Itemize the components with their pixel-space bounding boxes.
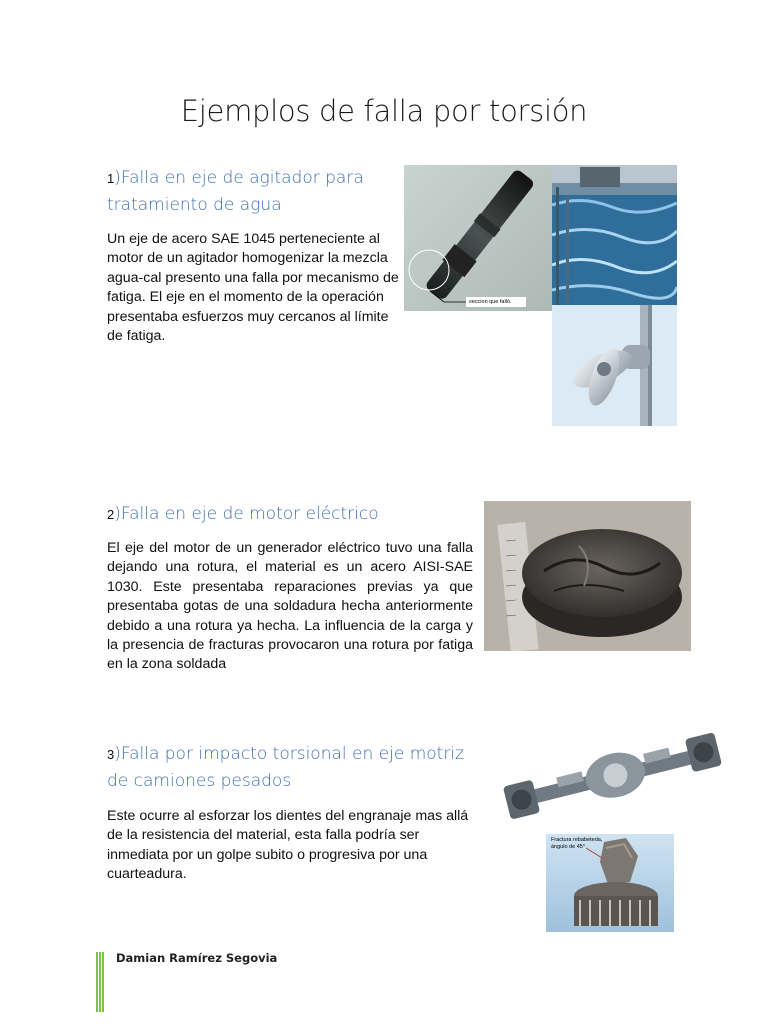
treatment-tank-photo <box>552 165 677 305</box>
gear-caption-line1: Fractura rebabeteda, <box>551 837 603 843</box>
section-2-number: 2 <box>107 507 115 522</box>
section-1-body: Un eje de acero SAE 1045 perteneciente al motor de un agitador homogenizar la mezcla agua-cal presento una falla por mecanismo de fatiga. El eje en el momento de la operación presentaba esfuerzos muy cercanos al límite de fatiga. <box>107 231 399 345</box>
footer-author: Damian Ramírez Segovia <box>116 951 278 965</box>
section-2-heading <box>107 501 477 528</box>
truck-axle-image <box>497 724 727 824</box>
section-2-heading-text: )Falla en eje de motor eléctrico <box>114 504 379 524</box>
agitator-propeller-image <box>552 305 677 426</box>
section-1-number: 1 <box>107 171 115 186</box>
shaft-photo <box>404 165 552 311</box>
section-3-heading <box>107 741 482 795</box>
page-title: Ejemplos de falla por torsión <box>180 94 588 128</box>
section-1-heading-text: )Falla en eje de agitador para tratamiento de agua <box>107 168 364 215</box>
gear-caption-line2: ángulo de 45° <box>551 844 586 850</box>
section-1-heading <box>107 165 397 219</box>
section-3-heading-text: )Falla por impacto torsional en eje motriz de camiones pesados <box>107 744 464 791</box>
section-2-body: El eje del motor de un generador eléctrico tuvo una falla dejando una rotura, el material es un acero AISI-SAE 1030. Este presentaba reparaciones previas ya que presentaba gotas de una soldadura hecha anteriormente debido a una rotura ya hecha. La influencia de la carga y la presencia de fracturas provocaron una rotura por fatiga en la zona soldada <box>107 540 473 673</box>
section-3-number: 3 <box>107 747 115 762</box>
footer-rule <box>96 952 104 1012</box>
section-3-body: Este ocurre al esforzar los dientes del engranaje mas allá de la resistencia del material, esta falla podría ser inmediata por un golpe subito o progresiva por una cuarteadura. <box>107 808 469 883</box>
gear-fracture-photo <box>546 834 674 932</box>
fractured-shaft-photo <box>484 501 691 651</box>
shaft-photo-caption: seccion que falló. <box>469 299 512 305</box>
